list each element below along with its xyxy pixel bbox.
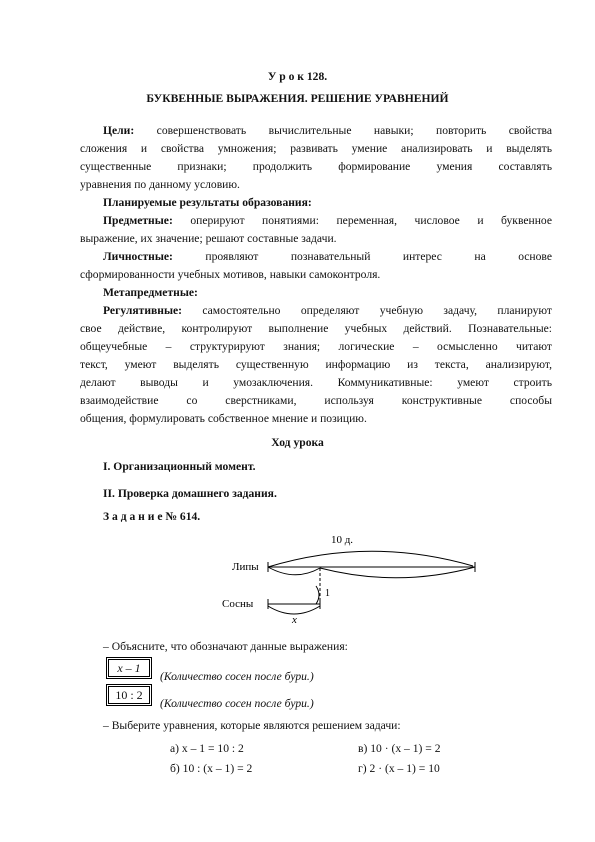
stage-1: I. Организационный момент. (103, 460, 256, 473)
lesson-number: У р о к 128. (267, 70, 328, 83)
goals-line-4: уравнения по данному условию. (80, 178, 240, 191)
question-2: – Выберите уравнения, которые являются решением задачи: (103, 719, 401, 732)
personal-line-1 (103, 250, 552, 264)
expression-note-2: (Количество сосен после бури.) (160, 697, 314, 710)
total-label: 10 д. (330, 534, 354, 546)
option-g: г) 2 · (х – 1) = 10 (358, 762, 440, 775)
meta-heading: Метапредметные: (103, 286, 198, 299)
pines-label: Сосны (222, 598, 254, 610)
variable-label: х (292, 614, 297, 626)
meta-line-3: общеучебные – структурируют знания; логические – осмысленно читают (80, 340, 552, 353)
subject-line-1 (103, 214, 552, 228)
meta-line-1 (103, 304, 552, 318)
subject-text-1: оперируют понятиями: переменная, числовое и буквенное (190, 214, 552, 227)
option-a: а) х – 1 = 10 : 2 (170, 742, 244, 755)
lindens-label: Липы (232, 561, 259, 573)
personal-label: Личностные: (103, 250, 173, 263)
meta-line-5: делают выводы и умозаключения. Коммуникативные: умеют строить (80, 376, 552, 389)
task-number: З а д а н и е № 614. (103, 510, 201, 523)
pines-brace (268, 606, 320, 614)
goals-text-1: совершенствовать вычислительные навыки; повторить свойства (156, 124, 552, 137)
lindens-arc-left (268, 567, 320, 575)
expression-note-1: (Количество сосен после бури.) (160, 670, 314, 683)
expression-box-2: 10 : 2 (108, 686, 150, 704)
goals-line-2: сложения и свойства умножения; развивать умение анализировать и выделять (80, 142, 552, 155)
goals-label: Цели: (103, 124, 135, 137)
expression-box-1: х – 1 (108, 659, 150, 677)
subject-label: Предметные: (103, 214, 173, 227)
meta-line-6: взаимодействие со сверстниками, используя конструктивные способы (80, 394, 552, 407)
personal-text-1: проявляют познавательный интерес на основе (205, 250, 552, 263)
total-brace (268, 551, 473, 567)
meta-text-1: самостоятельно определяют учебную задачу, планируют (202, 304, 552, 317)
option-b: б) 10 : (х – 1) = 2 (170, 762, 253, 775)
meta-line-7: общения, формулировать собственное мнение и позицию. (80, 412, 367, 425)
results-heading: Планируемые результаты образования: (103, 196, 312, 209)
goals-line-3: существенные признаки; продолжить формирование умения составлять (80, 160, 552, 173)
difference-label: 1 (325, 588, 330, 599)
meta-line-2: свое действие, контролируют выполнение учебных действий. Познавательные: (80, 322, 552, 335)
subject-line-2: выражение, их значение; решают составные задачи. (80, 232, 337, 245)
stage-2: II. Проверка домашнего задания. (103, 487, 277, 500)
lindens-arc-right (320, 567, 475, 578)
option-v: в) 10 · (х – 1) = 2 (358, 742, 441, 755)
course-heading: Ход урока (271, 436, 324, 449)
difference-brace (316, 586, 319, 604)
personal-line-2: сформированности учебных мотивов, навыки самоконтроля. (80, 268, 381, 281)
meta-line-4: текст, умеют выделять существенную информацию из текста, анализируют, (80, 358, 552, 371)
lesson-title: БУКВЕННЫЕ ВЫРАЖЕНИЯ. РЕШЕНИЕ УРАВНЕНИЙ (146, 92, 449, 105)
goals-line-1 (103, 124, 552, 138)
question-1: – Объясните, что обозначают данные выражения: (103, 640, 348, 653)
meta-label: Регулятивные: (103, 304, 182, 317)
